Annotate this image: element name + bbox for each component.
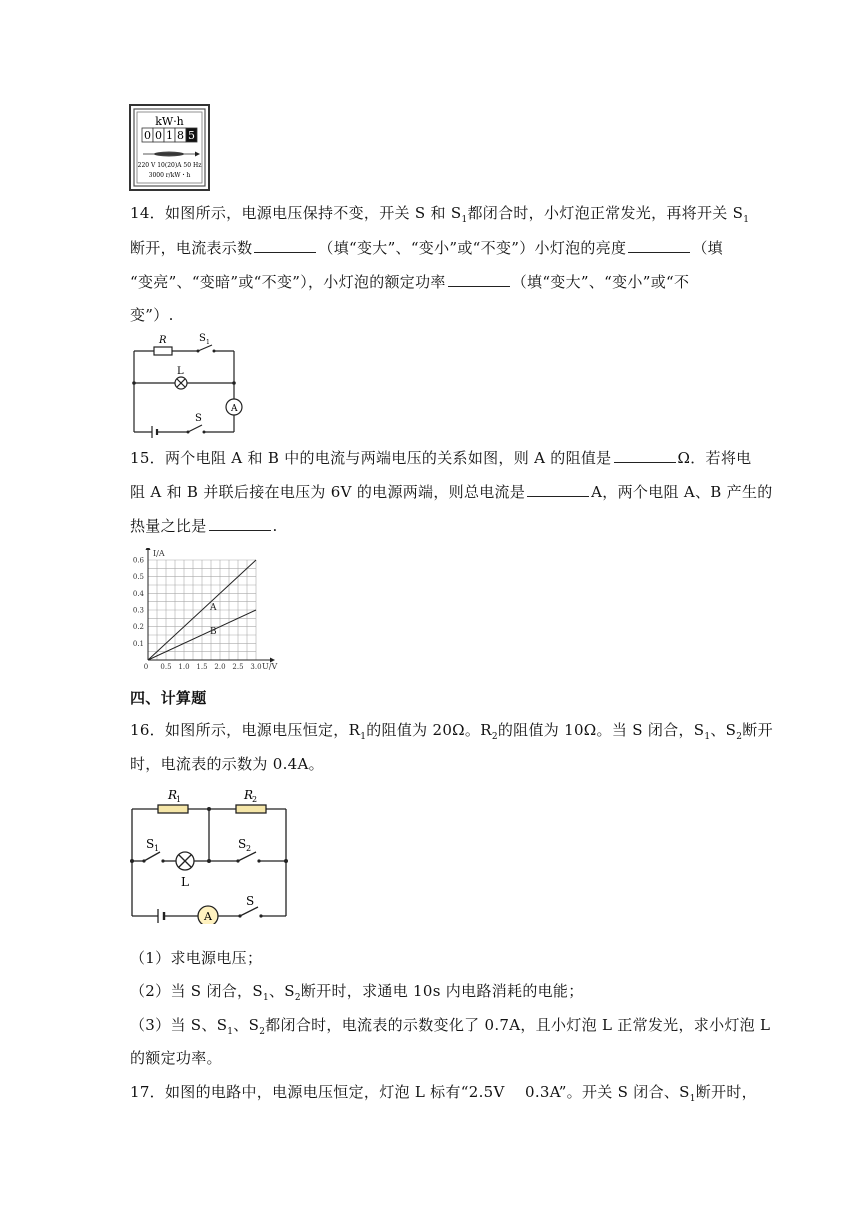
- electricity-meter-figure: [129, 104, 210, 191]
- y-tick-label: 0.3: [132, 606, 144, 615]
- q17-line-1: 17．如图的电路中，电源电压恒定，灯泡 L 标有“2.5V 0.3A”。开关 S 闭合、$S_1$断开时，: [130, 1083, 757, 1104]
- x-tick-label: 1.0: [178, 663, 190, 671]
- answer-blank[interactable]: [614, 448, 676, 463]
- section-heading: 四、计算题: [130, 689, 207, 707]
- switch-label-s: S: [195, 413, 202, 424]
- switch-label-s1: S: [146, 837, 155, 851]
- q14-line-1: 14．如图所示，电源电压保持不变，开关 S 和 $S_1$都闭合时，小灯泡正常发光，再将开关 $S_1$: [130, 204, 750, 225]
- q15-line-1: 15．两个电阻 A 和 B 中的电流与两端电压的关系如图，则 A 的阻值是 Ω．若将电: [130, 449, 752, 467]
- q15-line-3: 热量之比是 .: [130, 517, 278, 535]
- q14-line-3: “变亮”、“变暗”或“不变”），小灯泡的额定功率 （填“变大”、“变小”或“不: [130, 273, 690, 291]
- q16-line-2: 时，电流表的示数为 0.4A。: [130, 755, 324, 773]
- y-axis-label: I/A: [153, 549, 165, 558]
- circuit-q14-drawing: [128, 332, 248, 440]
- meter-digit: 8: [177, 129, 184, 142]
- circuit-diagram-q16: [128, 782, 294, 924]
- x-tick-label: 2.0: [214, 663, 226, 671]
- q16-sub-3-cont: 的额定功率。: [130, 1049, 222, 1067]
- y-axis-arrow: [146, 548, 151, 550]
- q16-sub-3: （3）当 S、$S_1$、$S_2$都闭合时，电流表的示数变化了 0.7A，且小灯泡 L 正常发光，求小灯泡 L: [130, 1016, 771, 1037]
- answer-blank[interactable]: [448, 272, 510, 287]
- meter-digit: 1: [166, 129, 173, 142]
- meter-digit: 0: [144, 129, 151, 142]
- x-tick-label: 0.5: [160, 663, 172, 671]
- q14-line-2: 断开，电流表示数 （填“变大”、“变小”或“不变”）小灯泡的亮度 （填: [130, 239, 723, 257]
- meter-unit: kW·h: [155, 115, 184, 128]
- q16-line-1: 16．如图所示，电源电压恒定，$R_1$的阻值为 20Ω。$R_2$的阻值为 10Ω。当 S 闭合，$S_1$、$S_2$断开: [130, 721, 773, 742]
- y-tick-label: 0.1: [132, 639, 144, 648]
- ammeter-label-a: A: [204, 910, 212, 923]
- iu-chart-svg: [128, 548, 284, 672]
- q15-line-2: 阻 A 和 B 并联后接在电压为 6V 的电源两端，则总电流是 A，两个电阻 A、B 产生的: [130, 483, 773, 501]
- answer-blank[interactable]: [209, 516, 271, 531]
- x-tick-label: 3.0: [250, 663, 262, 671]
- lamp-label-l: L: [177, 366, 184, 377]
- resistor-label-r2: R: [244, 788, 254, 802]
- series-label-a: A: [210, 603, 217, 613]
- x-axis-label: U/V: [262, 662, 278, 671]
- resistor-label-r: R: [159, 335, 167, 346]
- switch-label-s1-sub: 1: [206, 339, 210, 346]
- meter-drawing: [129, 104, 210, 191]
- y-tick-label: 0.4: [132, 589, 144, 598]
- switch-label-s2-sub: 2: [246, 844, 252, 853]
- iu-chart: [128, 548, 284, 672]
- switch-label-s: S: [246, 894, 255, 908]
- meter-digit: 0: [155, 129, 162, 142]
- y-tick-label: 0.2: [132, 623, 144, 632]
- q16-sub-2: （2）当 S 闭合，$S_1$、$S_2$断开时，求通电 10s 内电路消耗的电能；: [130, 982, 584, 1003]
- answer-blank[interactable]: [527, 482, 589, 497]
- q14-line-4: 变”）.: [130, 306, 174, 324]
- y-tick-label: 0.5: [132, 573, 144, 582]
- meter-digits: [142, 128, 197, 142]
- resistor-label-r2-sub: 2: [252, 795, 258, 804]
- meter-rating: 220 V 10(20)A 50 Hz: [137, 162, 202, 169]
- x-tick-label: 0: [143, 663, 149, 671]
- switch-label-s2: S: [238, 837, 247, 851]
- switch-label-s1: S: [199, 333, 206, 344]
- ammeter-label-a: A: [231, 404, 238, 414]
- lamp-label-l: L: [181, 875, 189, 889]
- answer-blank[interactable]: [254, 238, 316, 253]
- x-tick-label: 2.5: [232, 663, 244, 671]
- meter-constant: 3000 r/kW・h: [148, 172, 191, 179]
- circuit-q16-drawing: [128, 782, 294, 924]
- resistor-label-r1-sub: 1: [176, 795, 182, 804]
- answer-blank[interactable]: [628, 238, 690, 253]
- x-tick-label: 1.5: [196, 663, 208, 671]
- q16-sub-1: （1）求电源电压；: [130, 949, 263, 967]
- circuit-diagram-q14: [128, 332, 248, 440]
- meter-digit-last: 5: [188, 129, 195, 142]
- series-label-b: B: [210, 627, 217, 637]
- y-tick-label: 0.6: [132, 556, 144, 565]
- resistor-label-r1: R: [168, 788, 178, 802]
- switch-label-s1-sub: 1: [154, 844, 160, 853]
